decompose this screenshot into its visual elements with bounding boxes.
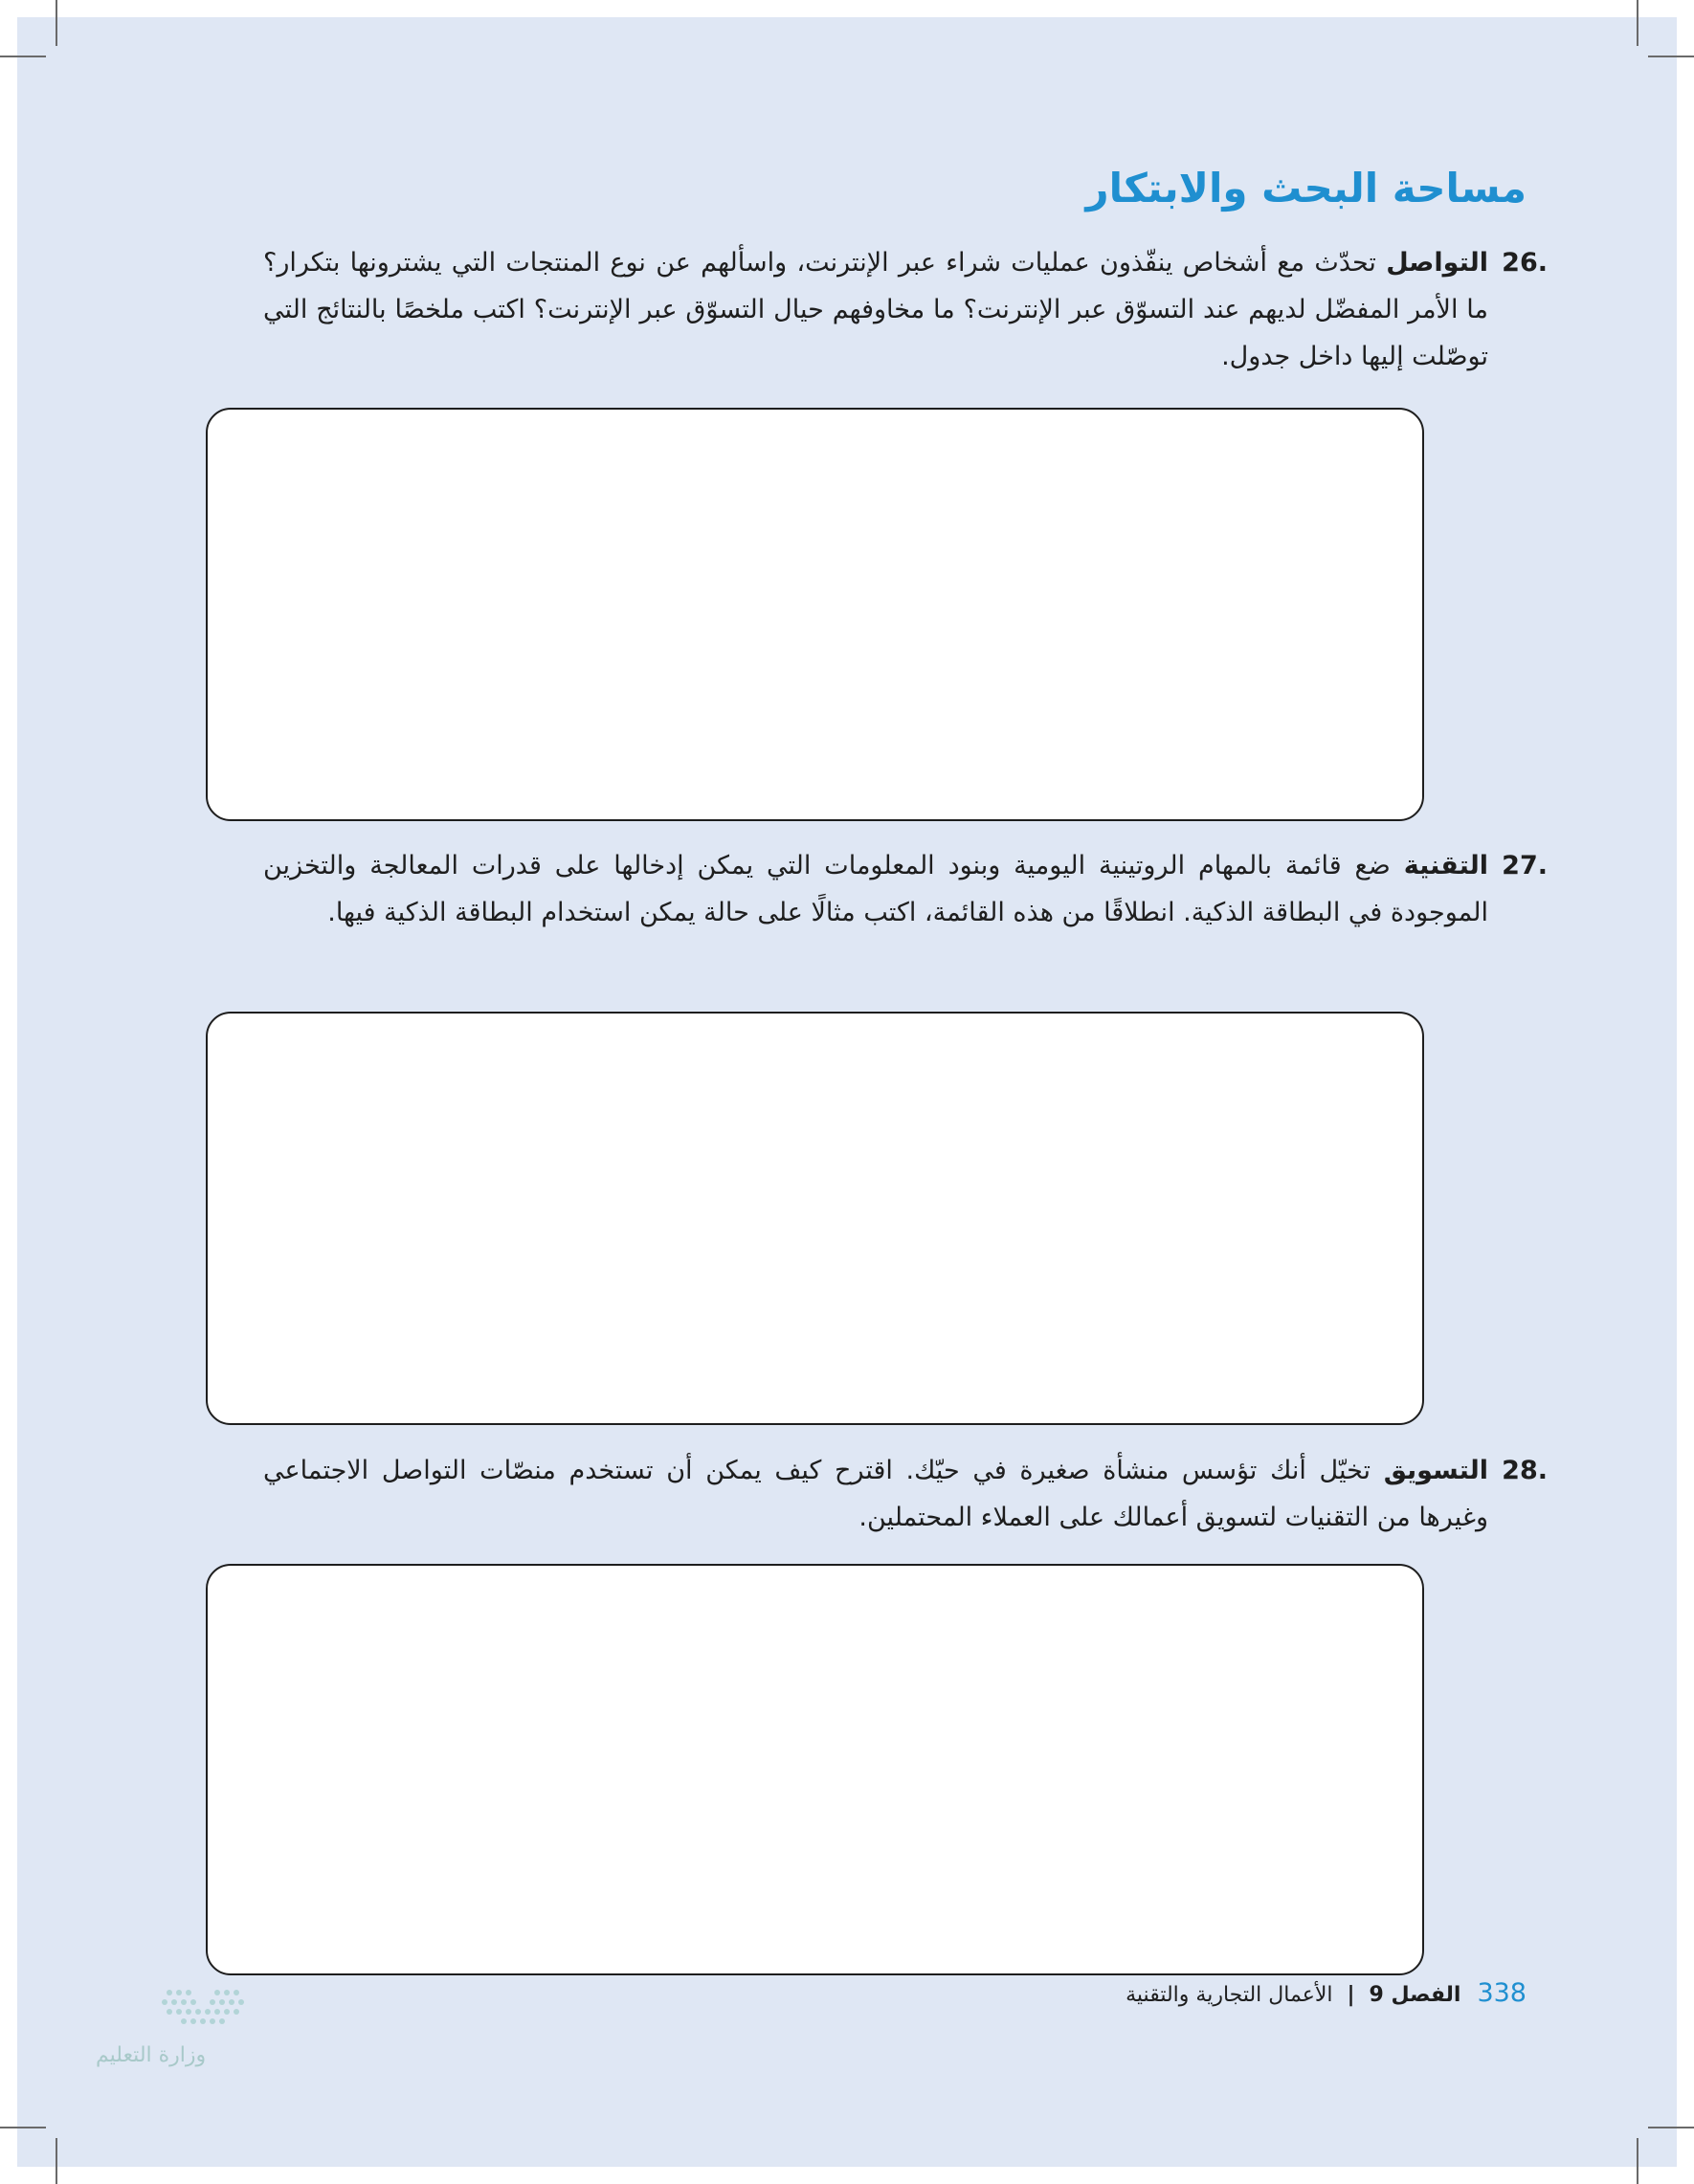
ministry-logo-icon [78, 1983, 327, 2098]
question-keyword: التسويق [1383, 1456, 1488, 1485]
question-28 [263, 1447, 1548, 1541]
page-number: 338 [1477, 1978, 1527, 2008]
crop-mark [56, 0, 57, 46]
question-keyword: التقنية [1403, 851, 1488, 880]
chapter-label: الفصل 9 [1369, 1983, 1461, 2007]
question-text: ضع قائمة بالمهام الروتينية اليومية وبنود المعلومات التي يمكن إدخالها على قدرات المعالجة والتخزين الموجودة في البطاقة الذكية. انطلاقًا من هذه القائمة، اكتب مثالًا على حالة يمكن استخدام البطاقة الذكية فيها. [263, 851, 1488, 927]
crop-mark [1648, 56, 1694, 57]
crop-mark [0, 56, 46, 57]
answer-box-26[interactable] [206, 408, 1424, 821]
crop-mark [1637, 0, 1638, 46]
answer-box-28[interactable] [206, 1564, 1424, 1975]
section-title: مساحة البحث والابتكار [1085, 165, 1527, 212]
answer-box-27[interactable] [206, 1012, 1424, 1425]
question-text: تخيّل أنك تؤسس منشأة صغيرة في حيّك. اقترح كيف يمكن أن تستخدم منصّات التواصل الاجتماعي وغيرها من التقنيات لتسويق أعمالك على العملاء المحتملين. [263, 1456, 1488, 1532]
page-footer [1126, 1978, 1527, 2008]
question-27 [263, 842, 1548, 936]
question-26 [263, 239, 1548, 380]
question-number: 27. [1502, 851, 1548, 880]
crop-mark [0, 2127, 46, 2128]
question-keyword: التواصل [1386, 248, 1488, 278]
question-number: 26. [1502, 248, 1548, 278]
footer-separator: | [1347, 1983, 1355, 2007]
crop-mark [56, 2138, 57, 2184]
ministry-logo-text: وزارة التعليم [96, 2043, 207, 2067]
crop-mark [1648, 2127, 1694, 2128]
question-text: تحدّث مع أشخاص ينفّذون عمليات شراء عبر الإنترنت، واسألهم عن نوع المنتجات التي يشترونها بتكرار؟ ما الأمر المفضّل لديهم عند التسوّق عبر الإنترنت؟ ما مخاوفهم حيال التسوّق عبر الإنترنت؟ اكتب ملخصًا بالنتائج التي توصّلت إليها داخل جدول. [263, 248, 1488, 371]
chapter-title: الأعمال التجارية والتقنية [1126, 1983, 1333, 2007]
question-number: 28. [1502, 1456, 1548, 1485]
crop-mark [1637, 2138, 1638, 2184]
